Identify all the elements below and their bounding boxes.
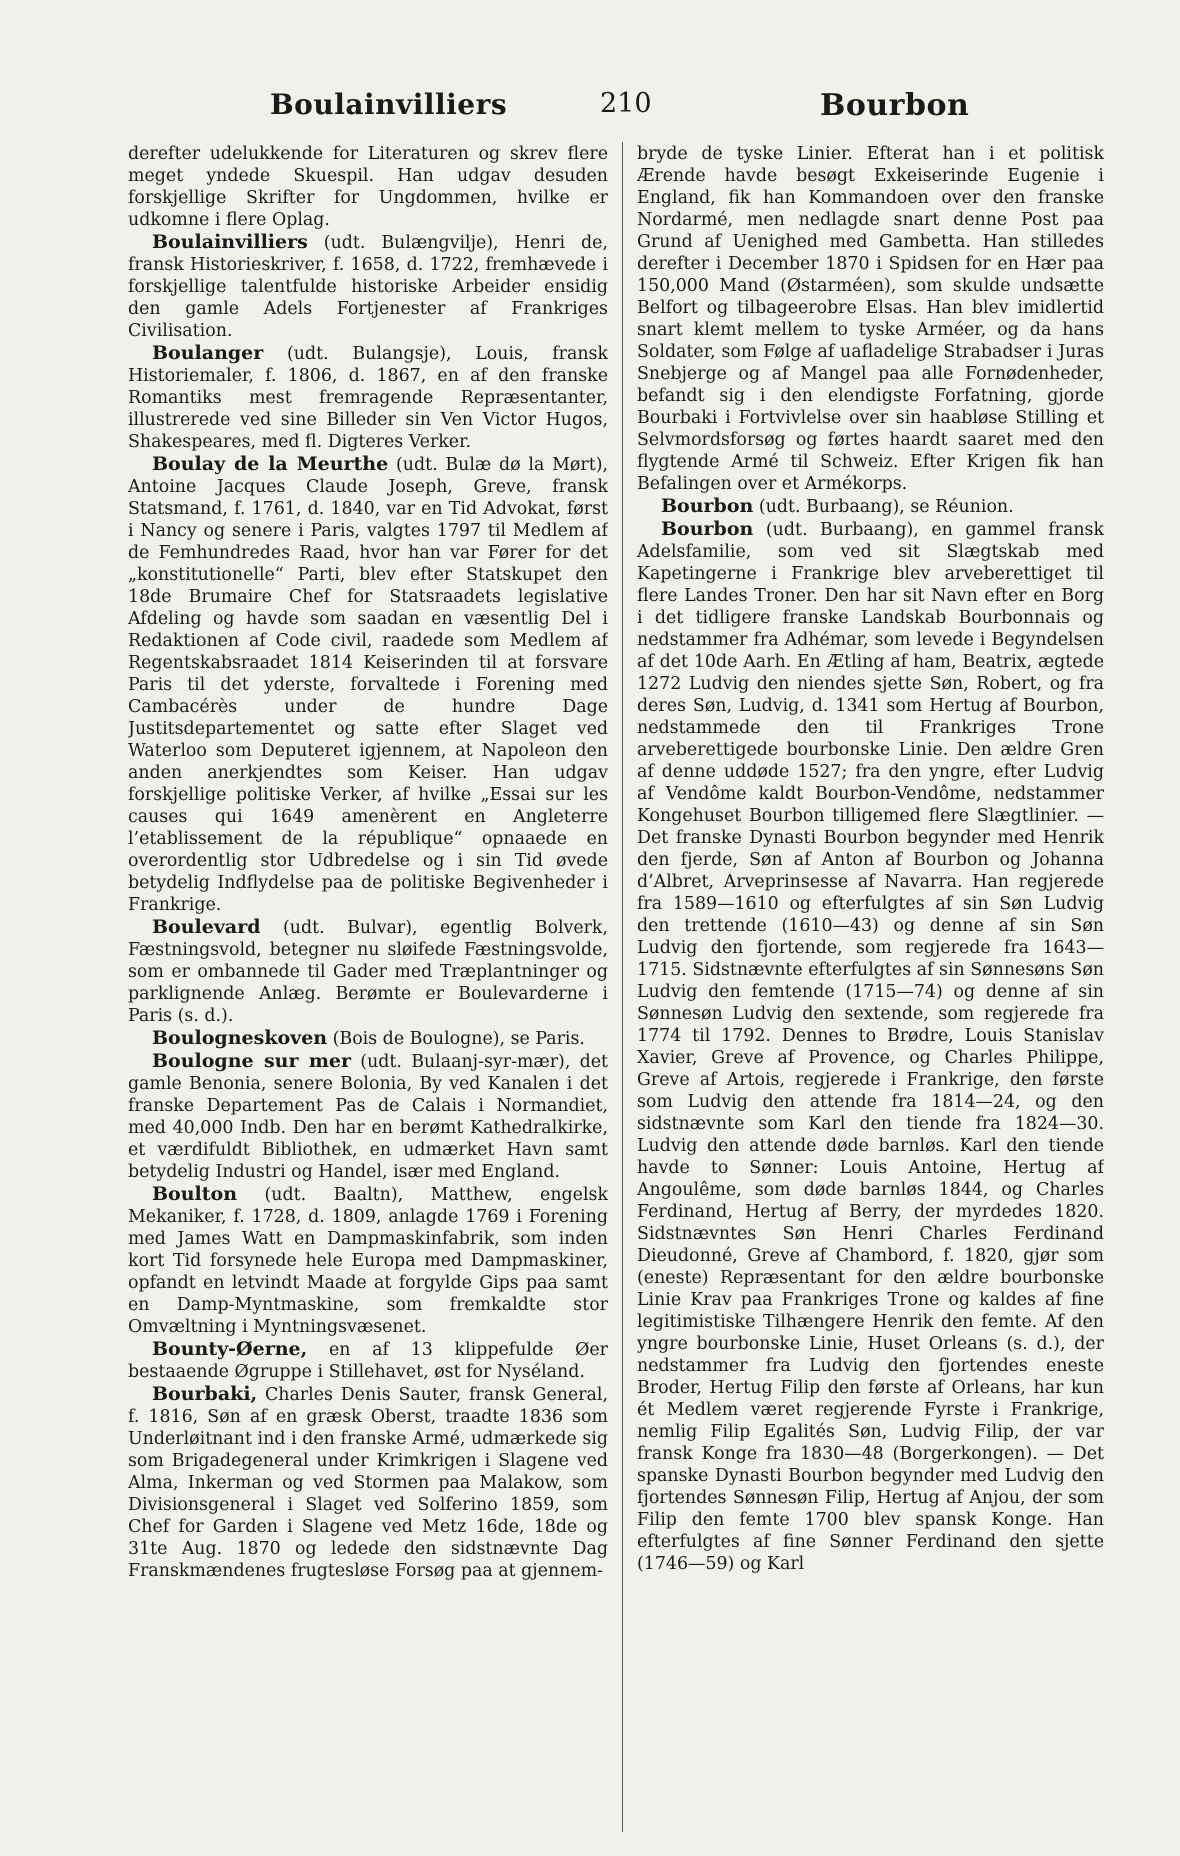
entry bbox=[128, 453, 608, 916]
entry bbox=[128, 1183, 608, 1338]
entry-headword: Boulanger bbox=[152, 342, 264, 364]
entry-text: (udt. Burbaang), en gammel fransk Adelsfamilie, som ved sit Slægtskab med Kapetingerne i Frankrige blev arveberettiget til flere Landes Troner. Den har sit Navn efter en Borg i det tidligere franske Landskab Bourbonnais og nedstammer fra Adhémar, som levede i Begyndelsen af det 10de Aarh. En Ætling af ham, Beatrix, ægtede 1272 Ludvig den niendes sjette Søn, Robert, og fra deres Søn, Ludvig, d. 1341 som Hertug af Bourbon, nedstammede den til Frankriges Trone arveberettigede bourbonske Linie. Den ældre Gren af denne uddøde 1527; fra den yngre, efter Ludvig af Vendôme kaldt Bourbon-Vendôme, nedstammer Kongehuset Bourbon tilligemed flere Slægtlinier. — Det franske Dynasti Bourbon begynder med Henrik den fjerde, Søn af Anton af Bourbon og Johanna d’Albret, Arveprinsesse af Navarra. Han regjerede fra 1589—1610 og efterfulgtes af sin Søn Ludvig den trettende (1610—43) og denne af sin Søn Ludvig den fjortende, som regjerede fra 1643—1715. Sidstnævnte efterfulgtes af sin Sønnesøns Søn Ludvig den femtende (1715—74) og denne af sin Sønnesøn Ludvig den sextende, som regjerede fra 1774 til 1792. Dennes to Brødre, Louis Stanislav Xavier, Greve af Provence, og Charles Philippe, Greve af Artois, regjerede i Frankrige, den første som Ludvig den attende fra 1814—24, og den sidstnævnte som Karl den tiende fra 1824—30. Ludvig den attende døde barnløs. Karl den tiende havde to Sønner: Louis Antoine, Hertug af Angoulême, som døde barnløs 1844, og Charles Ferdinand, Hertug af Berry, der myrdedes 1820. Sidstnævntes Søn Henri Charles Ferdinand Dieudonné, Greve af Chambord, f. 1820, gjør som (eneste) Repræsentant for den ældre bourbonske Linie Krav paa Frankriges Trone og kaldes af fine legitimistiske Tilhængere Henrik den femte. Af den yngre bourbonske Linie, Huset Orleans (s. d.), der nedstammer fra Ludvig den fjortendes eneste Broder, Hertug Filip den første af Orleans, har kun ét Medlem været regjerende Fyrste i Frankrige, nemlig Filip Egalités Søn, Ludvig Filip, der var fransk Konge fra 1830—48 (Borgerkongen). — Det spanske Dynasti Bourbon begynder med Ludvig den fjortendes Sønnesøn Filip, Hertug af Anjou, der som Filip den femte 1700 blev spansk Konge. Han efterfulgtes af fine Sønner Ferdinand den sjette (1746—59) og Karl bbox=[637, 520, 1104, 1574]
entry bbox=[128, 916, 608, 1027]
entry-text: (udt. Bulangsje), Louis, fransk Historiemaler, f. 1806, d. 1867, en af den franske Romantiks mest fremragende Repræsentanter, illustrerede ved sine Billeder sin Ven Victor Hugos, Shakespeares, med fl. Digteres Verker. bbox=[128, 344, 608, 452]
entry bbox=[637, 518, 1104, 1575]
left-running-headword: Boulainvilliers bbox=[270, 88, 508, 121]
entry-text: (udt. Baaltn), Matthew, engelsk Mekaniker, f. 1728, d. 1809, anlagde 1769 i Forening med James Watt en Dampmaskinfabrik, som inden kort Tid forsynede hele Europa med Dampmaskiner, opfandt en letvindt Maade at forgylde Gips paa samt en Damp-Myntmaskine, som fremkaldte stor Omvæltning i Myntningsvæsenet. bbox=[128, 1185, 608, 1337]
column-divider bbox=[622, 142, 623, 1832]
right-running-headword: Bourbon bbox=[820, 88, 970, 123]
entry bbox=[128, 1027, 608, 1050]
entry-headword: Boulton bbox=[152, 1183, 238, 1205]
entry-text: (udt. Bulvar), egentlig Bolverk, Fæstningsvold, betegner nu sløifede Fæstningsvolde, som er ombannede til Gader med Træplantninger og parklignende Anlæg. Berømte er Boulevarderne i Paris (s. d.). bbox=[128, 918, 608, 1026]
entry-text: (udt. Bulæ dø la Mørt), Antoine Jacques Claude Joseph, Greve, fransk Statsmand, f. 1761, d. 1840, var en Tid Advokat, først i Nancy og senere i Paris, valgtes 1797 til Medlem af de Femhundredes Raad, hvor han var Fører for det „konstitutionelle“ Parti, blev efter Statskupet den 18de Brumaire Chef for Statsraadets legislative Afdeling og havde som saadan en væsentlig Del i Redaktionen af Code civil, raadede som Medlem af Regentskabsraadet 1814 Keiserinden til at forsvare Paris til det yderste, forvaltede i Forening med Cambacérès under de hundre Dage Justitsdepartementet og satte efter Slaget ved Waterloo som Deputeret igjennem, at Napoleon den anden anerkjendtes som Keiser. Han udgav forskjellige politiske Verker, af hvilke „Essai sur les causes qui 1649 amenèrent en Angleterre l’etablissement de la république“ opnaaede en overordentlig stor Udbredelse og i sin Tid øvede betydelig Indflydelse paa de politiske Begivenheder i Frankrige. bbox=[128, 455, 608, 915]
entry bbox=[128, 342, 608, 453]
entry-headword: Boulogneskoven bbox=[152, 1027, 328, 1049]
entry bbox=[128, 1383, 608, 1582]
entry-text: bryde de tyske Linier. Efterat han i et politisk Ærende havde besøgt Exkeiserinde Eugenie i England, fik han Kommandoen over den franske Nordarmé, men nedlagde snart denne Post paa Grund af Uenighed med Gambetta. Han stilledes derefter i December 1870 i Spidsen for en Hær paa 150,000 Mand (Østarméen), som skulde undsætte Belfort og tilbageerobre Elsas. Han blev imidlertid snart klemt mellem to tyske Arméer, og da hans Soldater, som Følge af uafladelige Strabadser i Juras Snebjerge og af Mangel paa alle Fornødenheder, befandt sig i den elendigste Forfatning, gjorde Bourbaki i Fortvivlelse over sin haabløse Stilling et Selvmordsforsøg og førtes haardt saaret med den flygtende Armé til Schweiz. Efter Krigen fik han Befalingen over et Armékorps. bbox=[637, 144, 1104, 494]
entry bbox=[128, 142, 608, 231]
right-column bbox=[637, 142, 1104, 1838]
entry-headword: Boulainvilliers bbox=[152, 231, 308, 253]
entry-headword: Bourbon bbox=[661, 518, 754, 540]
entry-headword: Bourbaki, bbox=[152, 1383, 258, 1405]
entry-text: (udt. Burbaang), se Réunion. bbox=[753, 497, 1014, 517]
entry-text: (udt. Bulaanj-syr-mær), det gamle Benonia, senere Bolonia, By ved Kanalen i det franske Departement Pas de Calais i Normandiet, med 40,000 Indb. Den har en berømt Kathedralkirke, et værdifuldt Bibliothek, en udmærket Havn samt betydelig Industri og Handel, især med England. bbox=[128, 1052, 608, 1182]
entry-text: Charles Denis Sauter, fransk General, f. 1816, Søn af en græsk Oberst, traadte 1836 som Underløitnant ind i den franske Armé, udmærkede sig som Brigadegeneral under Krimkrigen i Slagene ved Alma, Inkerman og ved Stormen paa Malakow, som Divisionsgeneral i Slaget ved Solferino 1859, som Chef for Garden i Slagene ved Metz 16de, 18de og 31te Aug. 1870 og ledede den sidstnævnte Dag Franskmændenes frugtesløse Forsøg paa at gjennem- bbox=[128, 1385, 608, 1581]
entry bbox=[128, 1338, 608, 1383]
entry bbox=[637, 142, 1104, 495]
entry-text: (Bois de Boulogne), se Paris. bbox=[327, 1029, 585, 1049]
entry-headword: Bounty-Øerne, bbox=[152, 1338, 308, 1360]
entry bbox=[637, 495, 1104, 518]
page-number: 210 bbox=[600, 88, 652, 119]
entry-headword: Boulay de la Meurthe bbox=[152, 453, 389, 475]
entry bbox=[128, 231, 608, 342]
entry-headword: Boulevard bbox=[152, 916, 261, 938]
entry-text: (udt. Bulængvilje), Henri de, fransk Historieskriver, f. 1658, d. 1722, fremhævede i forskjellige talentfulde historiske Arbeider ensidig den gamle Adels Fortjenester af Frankriges Civilisation. bbox=[128, 233, 608, 341]
entry bbox=[128, 1050, 608, 1183]
page-header bbox=[0, 88, 1180, 128]
entry-headword: Bourbon bbox=[661, 495, 754, 517]
entry-text: derefter udelukkende for Literaturen og skrev flere meget yndede Skuespil. Han udgav desuden forskjellige Skrifter for Ungdommen, hvilke er udkomne i flere Oplag. bbox=[128, 144, 608, 230]
entry-headword: Boulogne sur mer bbox=[152, 1050, 352, 1072]
left-column bbox=[128, 142, 608, 1838]
entry-text: en af 13 klippefulde Øer bestaaende Øgruppe i Stillehavet, øst for Nyséland. bbox=[128, 1340, 608, 1382]
